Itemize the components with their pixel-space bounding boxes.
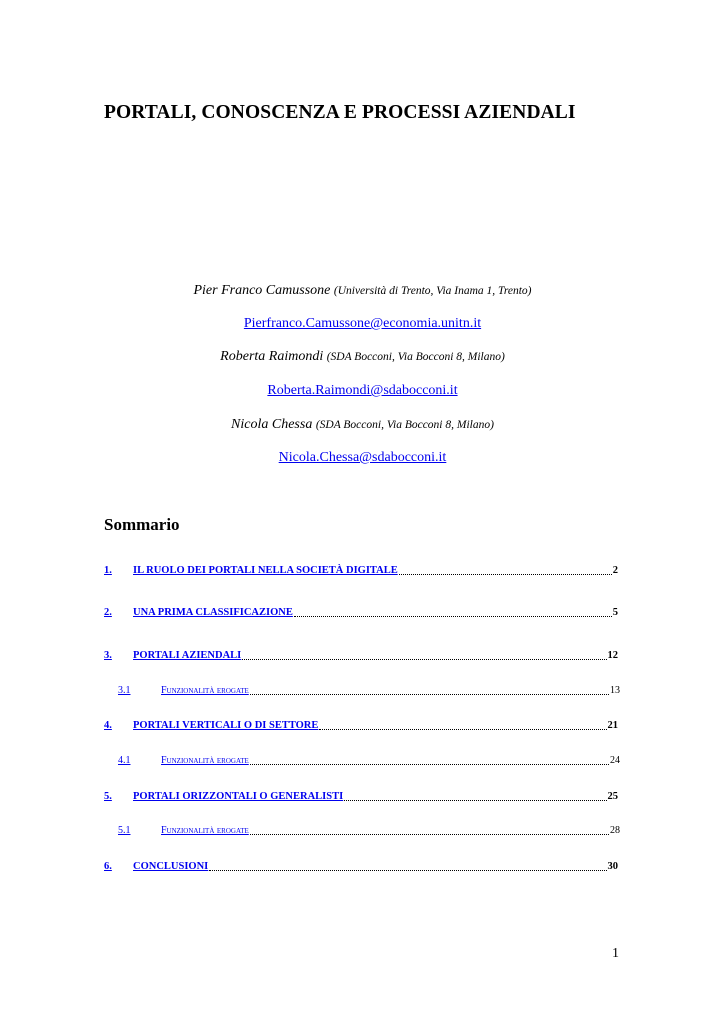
toc-leader	[209, 868, 606, 871]
toc-number[interactable]: 3.1	[118, 685, 131, 696]
toc-number[interactable]: 5.1	[118, 825, 131, 836]
page-number: 1	[612, 946, 619, 961]
author-email-line-2	[0, 383, 725, 399]
toc-entry[interactable]	[104, 605, 618, 619]
toc-title-link[interactable]: UNA PRIMA CLASSIFICAZIONE	[133, 607, 293, 618]
toc-page-number: 30	[607, 861, 618, 872]
document-title: PORTALI, CONOSCENZA E PROCESSI AZIENDALI	[104, 102, 576, 123]
toc-leader	[344, 798, 606, 801]
toc-title-link[interactable]: IL RUOLO DEI PORTALI NELLA SOCIETÀ DIGITALE	[133, 565, 398, 576]
author-email-link[interactable]: Roberta.Raimondi@sdabocconi.it	[267, 383, 458, 398]
toc-entry[interactable]	[104, 648, 618, 662]
toc-entry[interactable]	[104, 789, 618, 803]
toc-leader	[319, 727, 606, 730]
author-affiliation: (SDA Bocconi, Via Bocconi 8, Milano)	[315, 419, 494, 431]
toc-title-link[interactable]: Funzionalità erogate	[161, 755, 249, 766]
toc-number[interactable]: 1.	[104, 565, 112, 576]
toc-number[interactable]: 3.	[104, 650, 112, 661]
author-email-link[interactable]: Nicola.Chessa@sdabocconi.it	[278, 450, 447, 465]
toc-title-link[interactable]: Funzionalità erogate	[161, 825, 249, 836]
toc-number[interactable]: 5.	[104, 791, 112, 802]
toc-title-link[interactable]: PORTALI VERTICALI O DI SETTORE	[133, 720, 319, 731]
toc-page-number: 21	[607, 720, 618, 731]
author-email-line-3	[0, 450, 725, 466]
toc-heading: Sommario	[104, 515, 180, 534]
toc-leader	[242, 657, 606, 660]
toc-leader	[250, 832, 609, 835]
author-line-1	[0, 283, 725, 299]
toc-page-number: 25	[607, 791, 618, 802]
toc-number[interactable]: 4.	[104, 720, 112, 731]
toc-entry[interactable]	[104, 718, 618, 732]
toc-number[interactable]: 6.	[104, 861, 112, 872]
toc-subentry[interactable]	[118, 683, 620, 697]
toc-page-number: 13	[610, 685, 620, 696]
author-name: Roberta Raimondi	[220, 349, 324, 364]
toc-page-number: 28	[610, 825, 620, 836]
toc-leader	[294, 614, 612, 617]
author-affiliation: (SDA Bocconi, Via Bocconi 8, Milano)	[326, 351, 505, 363]
toc-page-number: 24	[610, 755, 620, 766]
author-name: Nicola Chessa	[231, 417, 313, 432]
toc-leader	[399, 572, 612, 575]
toc-entry[interactable]	[104, 859, 618, 873]
author-name: Pier Franco Camussone	[193, 283, 331, 298]
toc-leader	[250, 762, 609, 765]
author-affiliation: (Università di Trento, Via Inama 1, Trento)	[333, 285, 532, 297]
toc-title-link[interactable]: CONCLUSIONI	[133, 861, 209, 872]
toc-page-number: 2	[612, 565, 618, 576]
toc-leader	[250, 692, 609, 695]
author-email-line-1	[0, 316, 725, 332]
toc-page-number: 12	[607, 650, 618, 661]
toc-subentry[interactable]	[118, 753, 620, 767]
toc-title-link[interactable]: PORTALI ORIZZONTALI O GENERALISTI	[133, 791, 344, 802]
author-line-3	[0, 417, 725, 433]
toc-entry[interactable]	[104, 563, 618, 577]
toc-number[interactable]: 4.1	[118, 755, 131, 766]
author-line-2	[0, 349, 725, 365]
author-email-link[interactable]: Pierfranco.Camussone@economia.unitn.it	[243, 316, 482, 331]
toc-title-link[interactable]: PORTALI AZIENDALI	[133, 650, 242, 661]
toc-number[interactable]: 2.	[104, 607, 112, 618]
toc-page-number: 5	[612, 607, 618, 618]
toc-subentry[interactable]	[118, 823, 620, 837]
toc-title-link[interactable]: Funzionalità erogate	[161, 685, 249, 696]
